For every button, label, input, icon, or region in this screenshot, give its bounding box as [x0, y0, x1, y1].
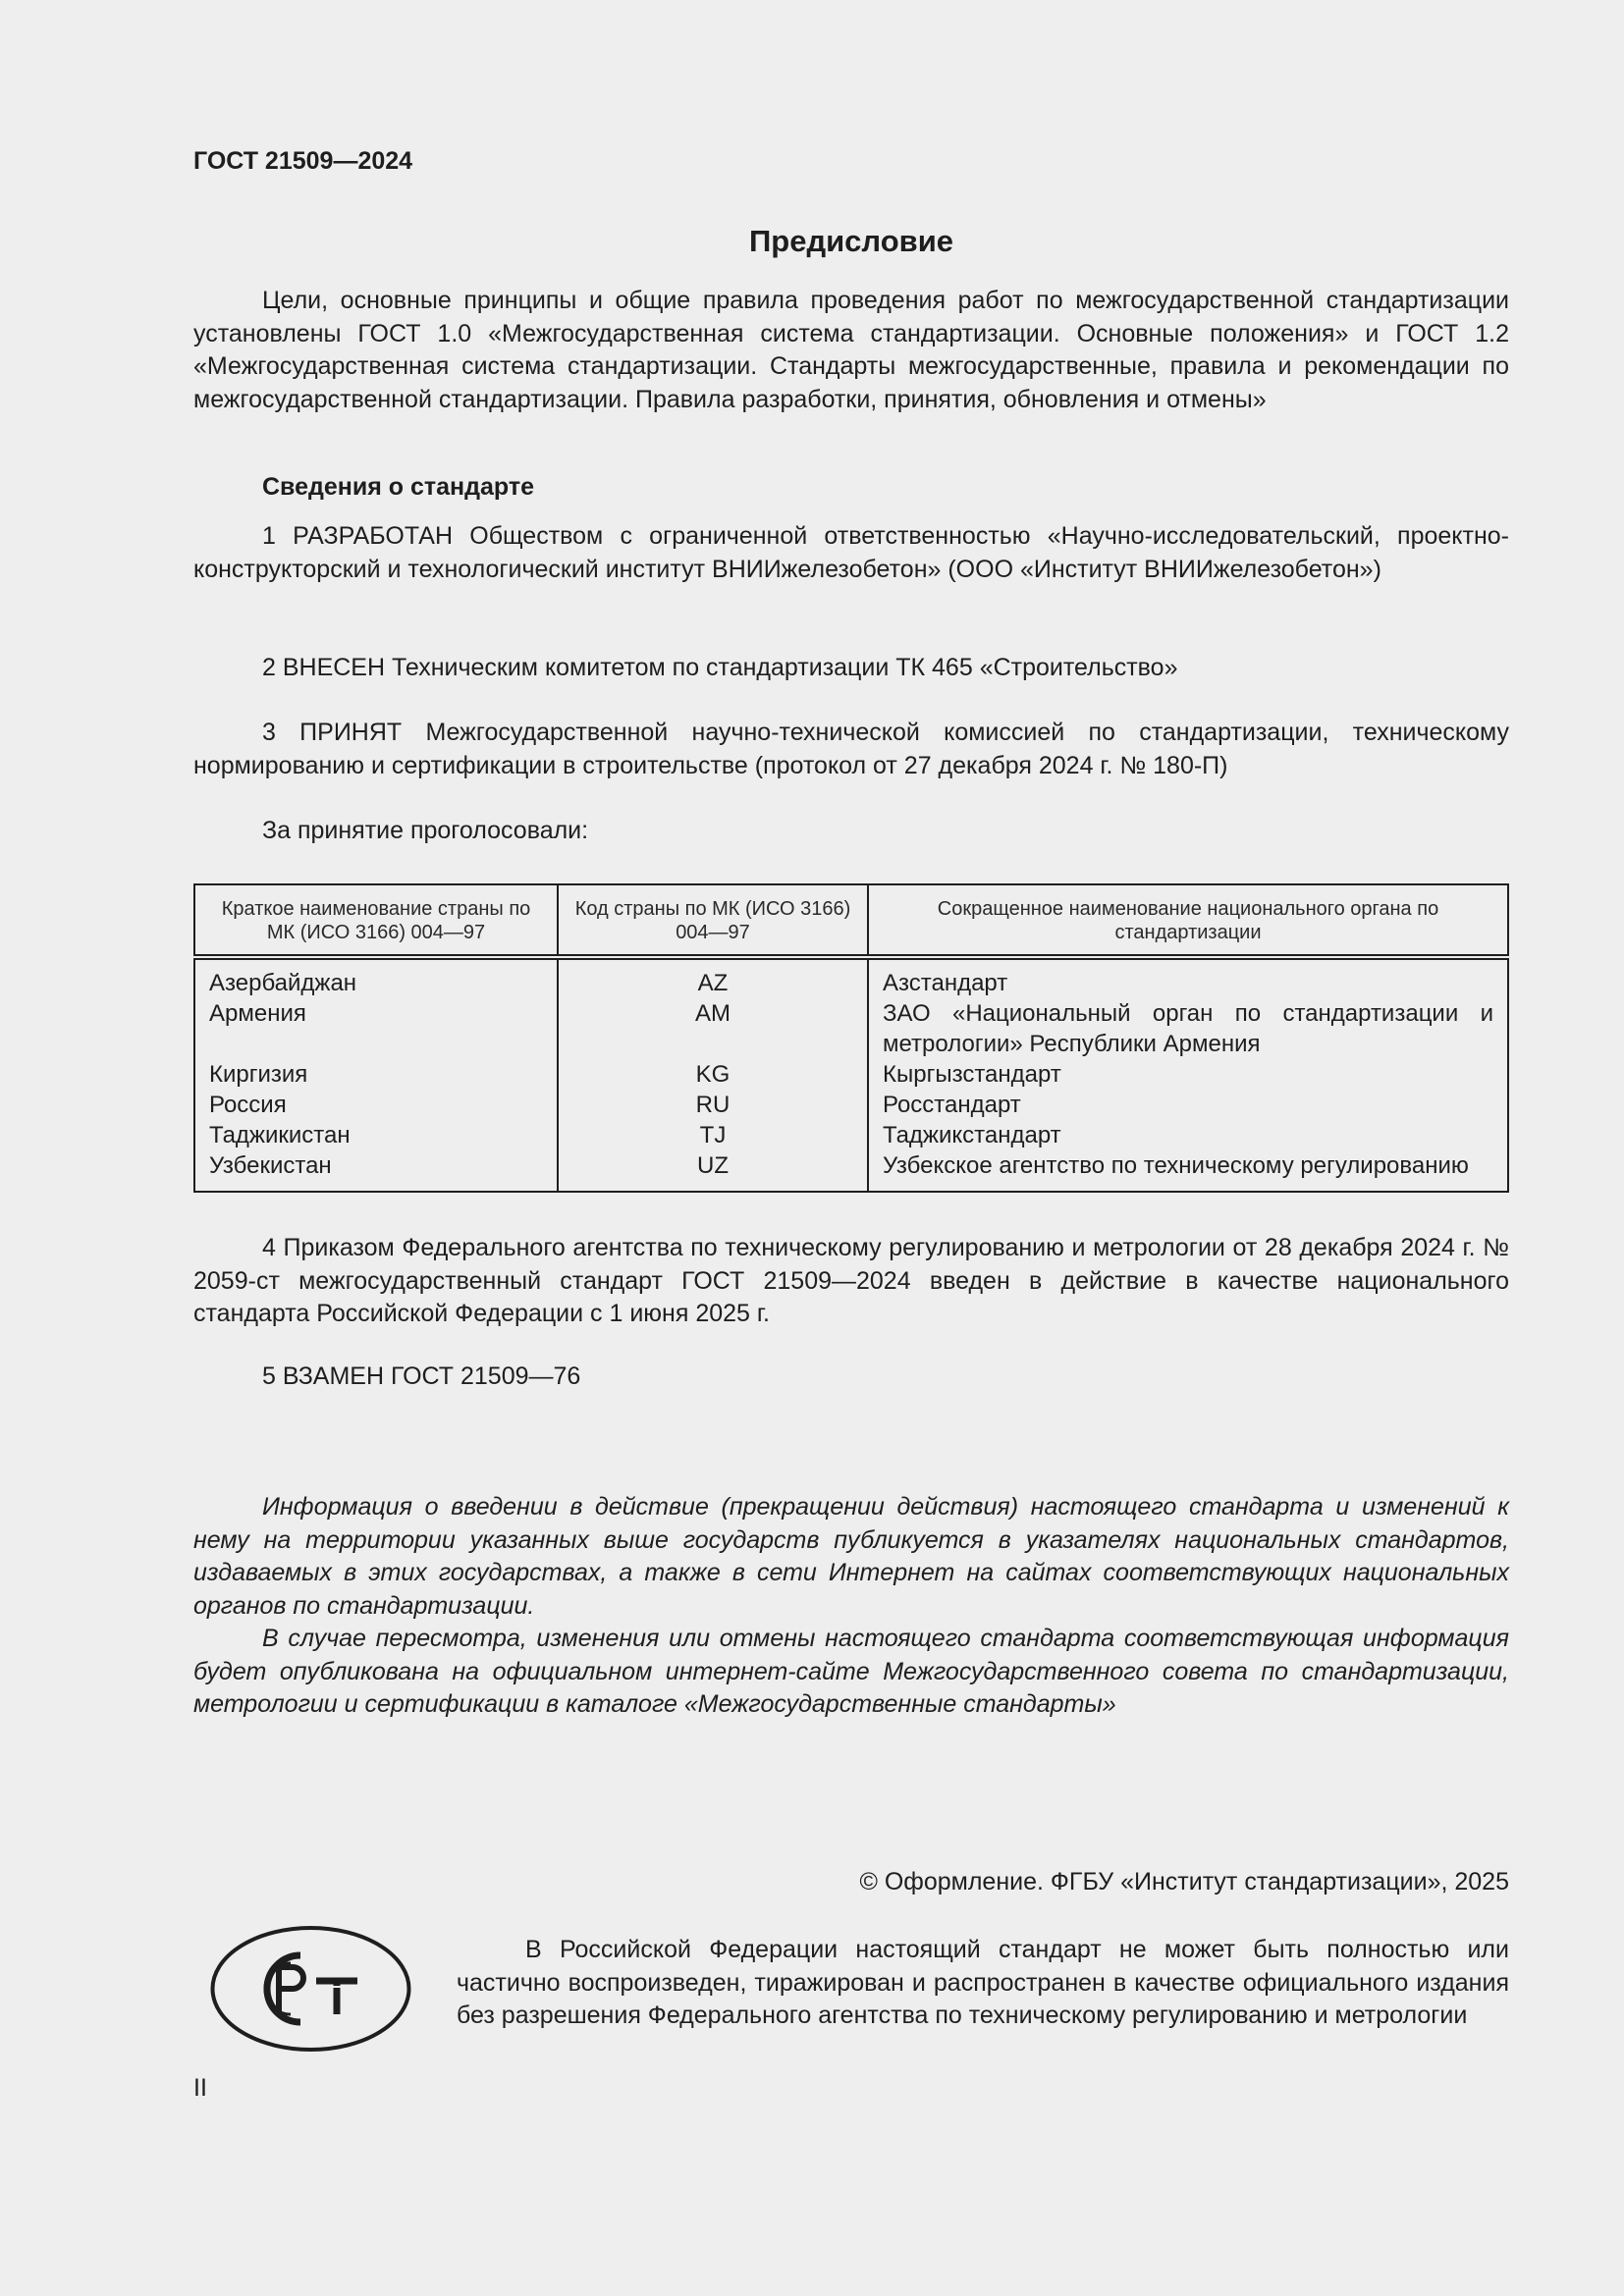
header-standards-body: Сокращенное наименование национального органа по стандартизации — [868, 884, 1508, 957]
country-name: Киргизия — [194, 1059, 558, 1090]
country-code: AZ — [558, 957, 868, 998]
country-code: TJ — [558, 1120, 868, 1150]
standards-body: Росстандарт — [868, 1090, 1508, 1120]
header-country-code: Код страны по МК (ИСО 3166) 004—97 — [558, 884, 868, 957]
item-1-developed: 1 РАЗРАБОТАН Обществом с ограниченной ответственностью «Научно-исследовательский, проектно-конструкторский и технологический институт ВНИИжелезобетон» (ООО «Институт ВНИИжелезобетон») — [193, 522, 1509, 583]
country-code: KG — [558, 1059, 868, 1090]
copyright-note: В Российской Федерации настоящий стандарт не может быть полностью или частично воспроизведен, тиражирован и распространен в качестве официального издания без разрешения Федерального агентства по техническому регулированию и метрологии — [457, 1936, 1509, 2029]
country-name: Россия — [194, 1090, 558, 1120]
country-name: Узбекистан — [194, 1150, 558, 1192]
table-row — [194, 1150, 1508, 1192]
table-row — [194, 957, 1508, 998]
country-name: Армения — [194, 998, 558, 1059]
country-code: AM — [558, 998, 868, 1059]
country-code: UZ — [558, 1150, 868, 1192]
standards-body: Кыргызстандарт — [868, 1059, 1508, 1090]
item-5-replaces: 5 ВЗАМЕН ГОСТ 21509—76 — [262, 1362, 581, 1390]
table-row — [194, 1059, 1508, 1090]
table-row — [194, 1120, 1508, 1150]
standards-body: Азстандарт — [868, 957, 1508, 998]
document-code: ГОСТ 21509—2024 — [193, 147, 413, 175]
voted-label: За принятие проголосовали: — [262, 817, 589, 844]
table-header-row — [194, 884, 1508, 957]
standards-body: ЗАО «Национальный орган по стандартизации и метрологии» Республики Армения — [868, 998, 1508, 1059]
intro-paragraph: Цели, основные принципы и общие правила проведения работ по межгосударственной стандартизации установлены ГОСТ 1.0 «Межгосударственная система стандартизации. Основные положения» и ГОСТ 1.2 «Межгосударственная система стандартизации. Стандарты межгосударственные, правила и рекомендации по межгосударственной стандартизации. Правила разработки, принятия, обновления и отмены» — [193, 287, 1509, 413]
info-italic-paragraph-1: Информация о введении в действие (прекращении действия) настоящего стандарта и изменений к нему на территории указанных выше государств публикуется в указателях национальных стандартов, издаваемых в этих государствах, а также в сети Интернет на сайтах соответствующих национальных органов по стандартизации. — [193, 1493, 1509, 1620]
page-number: II — [193, 2074, 207, 2102]
country-name: Азербайджан — [194, 957, 558, 998]
header-country-name: Краткое наименование страны по МК (ИСО 3166) 004—97 — [194, 884, 558, 957]
standards-body: Таджикстандарт — [868, 1120, 1508, 1150]
rst-logo-icon — [210, 1924, 411, 2054]
table-row — [194, 1090, 1508, 1120]
item-2-submitted: 2 ВНЕСЕН Техническим комитетом по стандартизации ТК 465 «Строительство» — [262, 654, 1178, 681]
copyright-line: © Оформление. ФГБУ «Институт стандартизации», 2025 — [859, 1868, 1509, 1896]
standards-body: Узбекское агентство по техническому регулированию — [868, 1150, 1508, 1192]
item-4-order: 4 Приказом Федерального агентства по техническому регулированию и метрологии от 28 декабря 2024 г. № 2059-ст межгосударственный стандарт ГОСТ 21509—2024 введен в действие в качестве национального стандарта Российской Федерации с 1 июня 2025 г. — [193, 1234, 1509, 1327]
voting-countries-table — [193, 883, 1509, 1193]
table-row — [194, 998, 1508, 1059]
country-code: RU — [558, 1090, 868, 1120]
country-name: Таджикистан — [194, 1120, 558, 1150]
item-3-adopted: 3 ПРИНЯТ Межгосударственной научно-технической комиссией по стандартизации, техническому нормированию и сертификации в строительстве (протокол от 27 декабря 2024 г. № 180-П) — [193, 719, 1509, 779]
info-italic-paragraph-2: В случае пересмотра, изменения или отмены настоящего стандарта соответствующая информация будет опубликована на официальном интернет-сайте Межгосударственного совета по стандартизации, метрологии и сертификации в каталоге «Межгосударственные стандарты» — [193, 1625, 1509, 1718]
page-title: Предисловие — [748, 224, 953, 258]
info-heading: Сведения о стандарте — [262, 473, 535, 501]
